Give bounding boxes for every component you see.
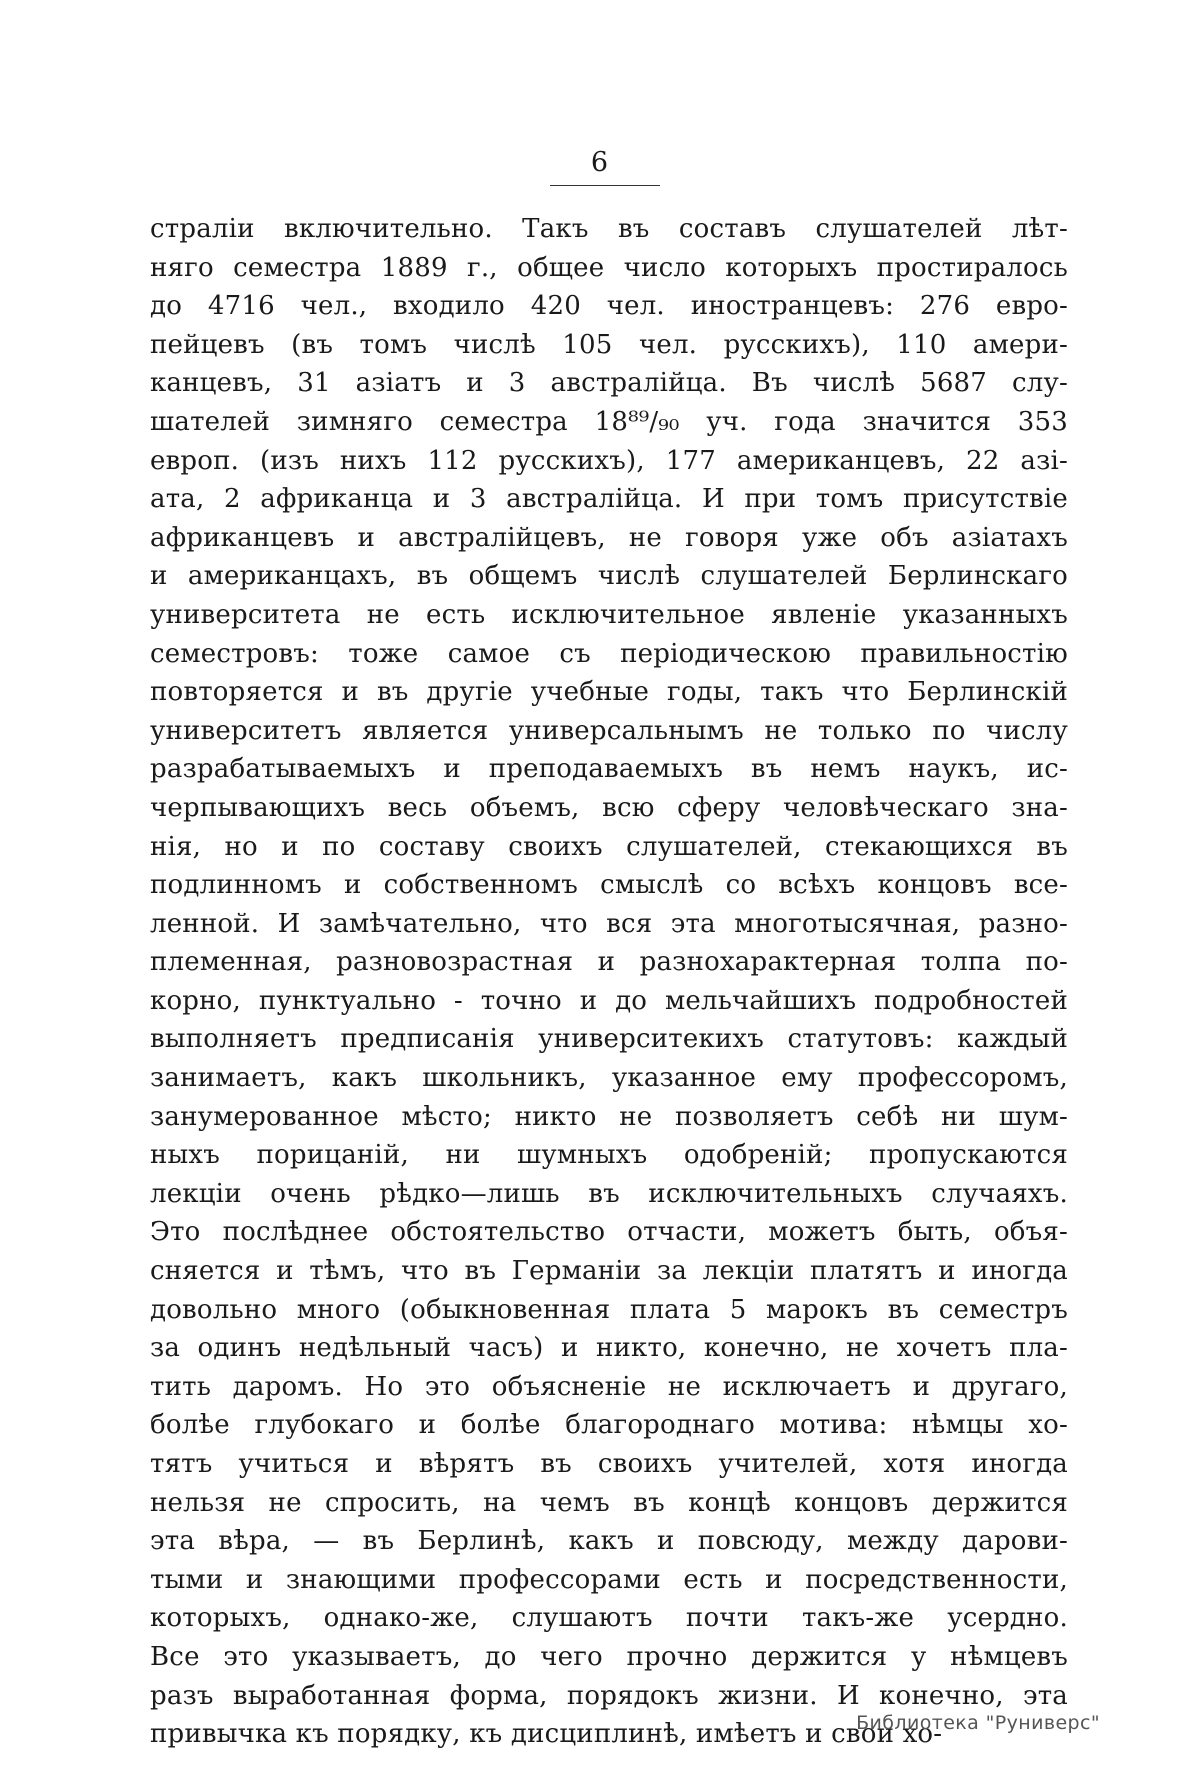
text-line: Это послѣднее обстоятельство отчасти, можетъ быть, объя-: [150, 1217, 1068, 1248]
text-line: тыми и знающими профессорами есть и посредственности,: [150, 1564, 1068, 1595]
text-line: эта вѣра, — въ Берлинѣ, какъ и повсюду, между дарови-: [150, 1526, 1068, 1557]
text-line: лекціи очень рѣдко—лишь въ исключительныхъ случаяхъ.: [150, 1178, 1068, 1209]
text-line: университетъ является универсальнымъ не только по числу: [150, 715, 1068, 746]
text-line: нія, но и по составу своихъ слушателей, стекающихся въ: [150, 831, 1068, 862]
text-line: шателей зимняго семестра 18⁸⁹/₉₀ уч. года значится 353: [150, 406, 1068, 437]
text-line: университета не есть исключительное явленіе указанныхъ: [150, 599, 1068, 630]
text-line: разъ выработанная форма, порядокъ жизни. И конечно, эта: [150, 1680, 1068, 1711]
text-line: канцевъ, 31 азіатъ и 3 австралійца. Въ числѣ 5687 слу-: [150, 368, 1068, 399]
text-line: европ. (изъ нихъ 112 русскихъ), 177 американцевъ, 22 азі-: [150, 445, 1068, 476]
text-line: африканцевъ и австралійцевъ, не говоря уже объ азіатахъ: [150, 522, 1068, 553]
text-line: ленной. И замѣчательно, что вся эта многотысячная, разно-: [150, 908, 1068, 939]
text-line: подлинномъ и собственномъ смыслѣ со всѣхъ концовъ все-: [150, 870, 1068, 901]
text-line: страліи включительно. Такъ въ составъ слушателей лѣт-: [150, 214, 1068, 244]
text-line: которыхъ, однако-же, слушаютъ почти такъ-же усердно.: [150, 1603, 1068, 1634]
header-rule: [550, 185, 660, 186]
text-line: за одинъ недѣльный часъ) и никто, конечно, не хочетъ пла-: [150, 1333, 1068, 1364]
body-text: [150, 210, 1068, 1754]
text-line: нельзя не спросить, на чемъ въ концѣ концовъ держится: [150, 1487, 1068, 1518]
text-line: довольно много (обыкновенная плата 5 марокъ въ семестръ: [150, 1294, 1068, 1325]
text-line: племенная, разновозрастная и разнохарактерная толпа по-: [150, 947, 1068, 978]
text-line: ата, 2 африканца и 3 австралійца. И при томъ присутствіе: [150, 484, 1068, 515]
text-line: и американцахъ, въ общемъ числѣ слушателей Берлинскаго: [150, 561, 1068, 592]
text-line: повторяется и въ другіе учебные годы, такъ что Берлинскій: [150, 677, 1068, 708]
text-line: выполняетъ предписанія университекихъ статутовъ: каждый: [150, 1024, 1068, 1055]
text-line: тятъ учиться и вѣрятъ въ своихъ учителей, хотя иногда: [150, 1449, 1068, 1479]
text-line: болѣе глубокаго и болѣе благороднаго мотива: нѣмцы хо-: [150, 1410, 1068, 1441]
text-line: Все это указываетъ, до чего прочно держится у нѣмцевъ: [150, 1641, 1068, 1672]
text-line: ныхъ порицаній, ни шумныхъ одобреній; пропускаются: [150, 1140, 1068, 1171]
text-line: тить даромъ. Но это объясненіе не исключаетъ и другаго,: [150, 1371, 1068, 1402]
text-line: семестровъ: тоже самое съ періодическою правильностію: [150, 638, 1068, 669]
text-line: разрабатываемыхъ и преподаваемыхъ въ немъ наукъ, ис-: [150, 754, 1068, 785]
text-line: занимаетъ, какъ школьникъ, указанное ему профессоромъ,: [150, 1063, 1068, 1094]
text-line: няго семестра 1889 г., общее число которыхъ простиралось: [150, 252, 1068, 283]
page-number: 6: [590, 147, 610, 178]
library-watermark: Библиотека "Руниверс": [856, 1712, 1100, 1734]
text-line: сняется и тѣмъ, что въ Германіи за лекціи платятъ и иногда: [150, 1256, 1068, 1287]
text-line: до 4716 чел., входило 420 чел. иностранцевъ: 276 евро-: [150, 291, 1068, 322]
text-line: привычка къ порядку, къ дисциплинѣ, имѣетъ и свои хо-: [150, 1719, 943, 1750]
text-line: занумерованное мѣсто; никто не позволяетъ себѣ ни шум-: [150, 1101, 1068, 1132]
text-line: пейцевъ (въ томъ числѣ 105 чел. русскихъ), 110 амери-: [150, 329, 1068, 360]
text-line: корно, пунктуально - точно и до мельчайшихъ подробностей: [150, 985, 1068, 1016]
text-line: черпывающихъ весь объемъ, всю сферу человѣческаго зна-: [150, 792, 1068, 823]
